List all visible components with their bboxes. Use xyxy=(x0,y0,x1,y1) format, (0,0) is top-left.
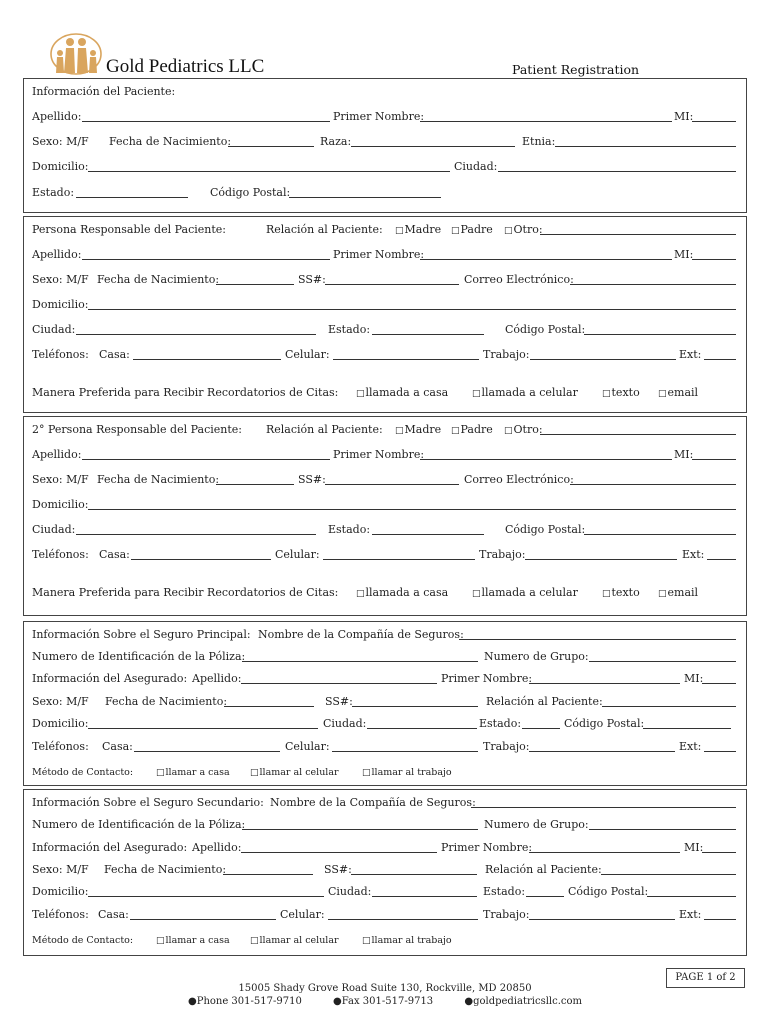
codigo-postal-field[interactable] xyxy=(643,718,731,729)
ciudad-label: Ciudad: xyxy=(32,323,76,336)
ciudad-field[interactable] xyxy=(498,161,736,172)
mi-label: MI: xyxy=(674,448,694,461)
mi-field[interactable] xyxy=(702,673,736,684)
domicilio-label: Domicilio: xyxy=(32,160,89,173)
codigo-postal-label: Código Postal: xyxy=(568,885,649,898)
estado-label: Estado: xyxy=(32,186,75,199)
mi-field[interactable] xyxy=(692,449,736,460)
llamar-casa-checkbox[interactable]: □llamar a casa xyxy=(156,935,230,946)
casa-field[interactable] xyxy=(131,549,271,560)
otro-checkbox[interactable]: □Otro: xyxy=(504,223,543,236)
codigo-postal-field[interactable] xyxy=(584,324,736,335)
celular-label: Celular: xyxy=(280,908,325,921)
domicilio-field[interactable] xyxy=(88,718,318,729)
document-title: Patient Registration xyxy=(512,62,640,77)
estado-label: Estado: xyxy=(328,323,371,336)
compania-label: Nombre de la Compañía de Seguros: xyxy=(270,796,476,809)
section-heading: Persona Responsable del Paciente: xyxy=(32,223,226,236)
footer-fax: ●Fax 301-517-9713 xyxy=(333,996,434,1007)
footer-phone: ●Phone 301-517-9710 xyxy=(187,996,302,1007)
llamar-celular-checkbox[interactable]: □llamar al celular xyxy=(250,767,339,778)
correo-label: Correo Electrónico: xyxy=(464,273,574,286)
texto-checkbox[interactable]: □texto xyxy=(602,586,640,599)
mi-field[interactable] xyxy=(702,842,736,853)
relacion-field[interactable] xyxy=(601,864,736,875)
secondary-insurance-section xyxy=(23,789,747,956)
casa-field[interactable] xyxy=(134,741,280,752)
telefonos-label: Teléfonos: xyxy=(32,548,89,561)
apellido-field[interactable] xyxy=(241,842,437,853)
fecha-nacimiento-field[interactable] xyxy=(223,864,313,875)
celular-field[interactable] xyxy=(333,349,479,360)
estado-field[interactable] xyxy=(522,718,560,729)
apellido-field[interactable] xyxy=(82,249,330,260)
company-name: Gold Pediatrics LLC xyxy=(106,56,265,77)
madre-checkbox[interactable]: □Madre xyxy=(395,223,442,236)
grupo-field[interactable] xyxy=(589,819,736,830)
trabajo-field[interactable] xyxy=(525,549,677,560)
raza-label: Raza: xyxy=(320,135,352,148)
relacion-label: Relación al Paciente: xyxy=(485,863,602,876)
padre-checkbox[interactable]: □Padre xyxy=(451,423,493,436)
fecha-nacimiento-label: Fecha de Nacimiento: xyxy=(104,863,227,876)
sexo-label[interactable]: Sexo: M/F xyxy=(32,135,89,148)
trabajo-label: Trabajo: xyxy=(483,348,530,361)
primer-nombre-field[interactable] xyxy=(420,249,672,260)
ss-field[interactable] xyxy=(352,696,478,707)
celular-field[interactable] xyxy=(332,741,478,752)
apellido-label: Apellido: xyxy=(32,110,82,123)
section-heading: Información Sobre el Seguro Principal: xyxy=(32,628,251,641)
apellido-label: Apellido: xyxy=(32,248,82,261)
ciudad-field[interactable] xyxy=(372,886,477,897)
poliza-label: Numero de Identificación de la Póliza: xyxy=(32,650,246,663)
llamada-celular-checkbox[interactable]: □llamada a celular xyxy=(472,386,578,399)
grupo-label: Numero de Grupo: xyxy=(484,818,589,831)
mi-label: MI: xyxy=(684,841,704,854)
mi-field[interactable] xyxy=(692,249,736,260)
otro-checkbox[interactable]: □Otro: xyxy=(504,423,543,436)
ciudad-label: Ciudad: xyxy=(32,523,76,536)
casa-field[interactable] xyxy=(133,349,281,360)
fecha-nacimiento-label: Fecha de Nacimiento: xyxy=(97,273,220,286)
casa-label: Casa: xyxy=(98,908,129,921)
footer-address: 15005 Shady Grove Road Suite 130, Rockville, MD 20850 xyxy=(238,983,532,994)
domicilio-label: Domicilio: xyxy=(32,298,89,311)
llamar-casa-checkbox[interactable]: □llamar a casa xyxy=(156,767,230,778)
email-checkbox[interactable]: □email xyxy=(658,586,699,599)
primer-nombre-label: Primer Nombre: xyxy=(333,448,425,461)
llamada-celular-checkbox[interactable]: □llamada a celular xyxy=(472,586,578,599)
celular-label: Celular: xyxy=(285,740,330,753)
fecha-nacimiento-field[interactable] xyxy=(216,274,294,285)
texto-checkbox[interactable]: □texto xyxy=(602,386,640,399)
casa-field[interactable] xyxy=(130,909,276,920)
asegurado-label: Información del Asegurado: xyxy=(32,672,188,685)
domicilio-label: Domicilio: xyxy=(32,717,89,730)
codigo-postal-label: Código Postal: xyxy=(505,323,586,336)
relacion-label: Relación al Paciente: xyxy=(486,695,603,708)
trabajo-label: Trabajo: xyxy=(479,548,526,561)
ss-field[interactable] xyxy=(325,474,459,485)
ext-field[interactable] xyxy=(704,909,736,920)
ss-field[interactable] xyxy=(325,274,459,285)
compania-label: Nombre de la Compañía de Seguros: xyxy=(258,628,464,641)
poliza-label: Numero de Identificación de la Póliza: xyxy=(32,818,246,831)
etnia-field[interactable] xyxy=(555,136,736,147)
domicilio-label: Domicilio: xyxy=(32,885,89,898)
fecha-nacimiento-field[interactable] xyxy=(228,136,314,147)
celular-label: Celular: xyxy=(275,548,320,561)
ext-field[interactable] xyxy=(707,549,736,560)
section-heading: Información del Paciente: xyxy=(32,85,176,98)
primer-nombre-label: Primer Nombre: xyxy=(333,110,425,123)
primer-nombre-label: Primer Nombre: xyxy=(441,672,533,685)
domicilio-field[interactable] xyxy=(88,499,736,510)
trabajo-label: Trabajo: xyxy=(483,740,530,753)
patient-info-section xyxy=(23,78,747,213)
sexo-label[interactable]: Sexo: M/F xyxy=(32,273,89,286)
estado-label: Estado: xyxy=(479,717,522,730)
correo-label: Correo Electrónico: xyxy=(464,473,574,486)
ss-label: SS#: xyxy=(298,273,326,286)
ext-field[interactable] xyxy=(704,349,736,360)
telefonos-label: Teléfonos: xyxy=(32,348,89,361)
poliza-field[interactable] xyxy=(242,819,478,830)
casa-label: Casa: xyxy=(99,348,130,361)
casa-label: Casa: xyxy=(99,548,130,561)
correo-field[interactable] xyxy=(570,274,736,285)
mi-label: MI: xyxy=(674,248,694,261)
estado-field[interactable] xyxy=(76,187,188,198)
compania-field[interactable] xyxy=(471,797,736,808)
domicilio-field[interactable] xyxy=(88,161,450,172)
primary-insurance-section xyxy=(23,621,747,786)
telefonos-label: Teléfonos: xyxy=(32,908,89,921)
asegurado-label: Información del Asegurado: xyxy=(32,841,188,854)
madre-checkbox[interactable]: □Madre xyxy=(395,423,442,436)
ciudad-label: Ciudad: xyxy=(323,717,367,730)
estado-field[interactable] xyxy=(372,324,484,335)
estado-field[interactable] xyxy=(372,524,484,535)
celular-label: Celular: xyxy=(285,348,330,361)
manera-label: Manera Preferida para Recibir Recordatorios de Citas: xyxy=(32,386,339,399)
codigo-postal-field[interactable] xyxy=(289,187,441,198)
footer-contact xyxy=(0,996,770,1007)
relacion-label: Relación al Paciente: xyxy=(266,223,383,236)
apellido-label: Apellido: xyxy=(192,672,242,685)
celular-field[interactable] xyxy=(323,549,475,560)
raza-field[interactable] xyxy=(351,136,515,147)
apellido-label: Apellido: xyxy=(32,448,82,461)
domicilio-field[interactable] xyxy=(88,886,324,897)
poliza-field[interactable] xyxy=(242,651,478,662)
ciudad-field[interactable] xyxy=(76,324,316,335)
codigo-postal-label: Código Postal: xyxy=(564,717,645,730)
grupo-label: Numero de Grupo: xyxy=(484,650,589,663)
grupo-field[interactable] xyxy=(589,651,736,662)
etnia-label: Etnia: xyxy=(522,135,556,148)
trabajo-field[interactable] xyxy=(529,909,675,920)
codigo-postal-field[interactable] xyxy=(584,524,736,535)
page-indicator: PAGE 1 of 2 xyxy=(666,968,745,988)
responsible-person-section xyxy=(23,216,747,413)
fecha-nacimiento-label: Fecha de Nacimiento: xyxy=(97,473,220,486)
llamada-casa-checkbox[interactable]: □llamada a casa xyxy=(356,586,449,599)
otro-field[interactable] xyxy=(540,224,736,235)
ss-label: SS#: xyxy=(325,695,353,708)
ciudad-label: Ciudad: xyxy=(454,160,498,173)
ss-label: SS#: xyxy=(298,473,326,486)
apellido-label: Apellido: xyxy=(192,841,242,854)
otro-field[interactable] xyxy=(540,424,736,435)
primer-nombre-label: Primer Nombre: xyxy=(333,248,425,261)
ext-label: Ext: xyxy=(679,908,702,921)
ss-field[interactable] xyxy=(351,864,477,875)
llamar-trabajo-checkbox[interactable]: □llamar al trabajo xyxy=(362,935,452,946)
ciudad-field[interactable] xyxy=(367,718,477,729)
trabajo-field[interactable] xyxy=(529,741,675,752)
compania-field[interactable] xyxy=(459,629,736,640)
relacion-label: Relación al Paciente: xyxy=(266,423,383,436)
mi-label: MI: xyxy=(674,110,694,123)
section-heading: Información Sobre el Seguro Secundario: xyxy=(32,796,264,809)
domicilio-field[interactable] xyxy=(88,299,736,310)
fecha-nacimiento-label: Fecha de Nacimiento: xyxy=(109,135,232,148)
codigo-postal-label: Código Postal: xyxy=(210,186,291,199)
fecha-nacimiento-field[interactable] xyxy=(216,474,294,485)
telefonos-label: Teléfonos: xyxy=(32,740,89,753)
sexo-label[interactable]: Sexo: M/F xyxy=(32,863,89,876)
codigo-postal-field[interactable] xyxy=(647,886,736,897)
mi-field[interactable] xyxy=(692,111,736,122)
primer-nombre-field[interactable] xyxy=(529,673,680,684)
correo-field[interactable] xyxy=(570,474,736,485)
primer-nombre-field[interactable] xyxy=(420,449,672,460)
apellido-field[interactable] xyxy=(241,673,437,684)
padre-checkbox[interactable]: □Padre xyxy=(451,223,493,236)
primer-nombre-field[interactable] xyxy=(529,842,680,853)
celular-field[interactable] xyxy=(328,909,478,920)
section-heading: 2° Persona Responsable del Paciente: xyxy=(32,423,242,436)
sexo-label[interactable]: Sexo: M/F xyxy=(32,695,89,708)
estado-field[interactable] xyxy=(526,886,564,897)
estado-label: Estado: xyxy=(483,885,526,898)
llamar-trabajo-checkbox[interactable]: □llamar al trabajo xyxy=(362,767,452,778)
estado-label: Estado: xyxy=(328,523,371,536)
ext-label: Ext: xyxy=(682,548,705,561)
ext-field[interactable] xyxy=(704,741,736,752)
apellido-field[interactable] xyxy=(82,111,330,122)
relacion-field[interactable] xyxy=(602,696,736,707)
metodo-label: Método de Contacto: xyxy=(32,767,134,778)
manera-label: Manera Preferida para Recibir Recordatorios de Citas: xyxy=(32,586,339,599)
trabajo-field[interactable] xyxy=(530,349,676,360)
footer-web[interactable]: ●goldpediatricsllc.com xyxy=(464,996,582,1007)
primer-nombre-field[interactable] xyxy=(420,111,672,122)
ss-label: SS#: xyxy=(324,863,352,876)
sexo-label[interactable]: Sexo: M/F xyxy=(32,473,89,486)
mi-label: MI: xyxy=(684,672,704,685)
trabajo-label: Trabajo: xyxy=(483,908,530,921)
family-logo-icon xyxy=(50,33,102,75)
apellido-field[interactable] xyxy=(82,449,330,460)
primer-nombre-label: Primer Nombre: xyxy=(441,841,533,854)
llamada-casa-checkbox[interactable]: □llamada a casa xyxy=(356,386,449,399)
ciudad-field[interactable] xyxy=(76,524,316,535)
ext-label: Ext: xyxy=(679,740,702,753)
ciudad-label: Ciudad: xyxy=(328,885,372,898)
domicilio-label: Domicilio: xyxy=(32,498,89,511)
casa-label: Casa: xyxy=(102,740,133,753)
codigo-postal-label: Código Postal: xyxy=(505,523,586,536)
fecha-nacimiento-field[interactable] xyxy=(224,696,314,707)
metodo-label: Método de Contacto: xyxy=(32,935,134,946)
email-checkbox[interactable]: □email xyxy=(658,386,699,399)
fecha-nacimiento-label: Fecha de Nacimiento: xyxy=(105,695,228,708)
ext-label: Ext: xyxy=(679,348,702,361)
second-responsible-person-section xyxy=(23,416,747,616)
llamar-celular-checkbox[interactable]: □llamar al celular xyxy=(250,935,339,946)
